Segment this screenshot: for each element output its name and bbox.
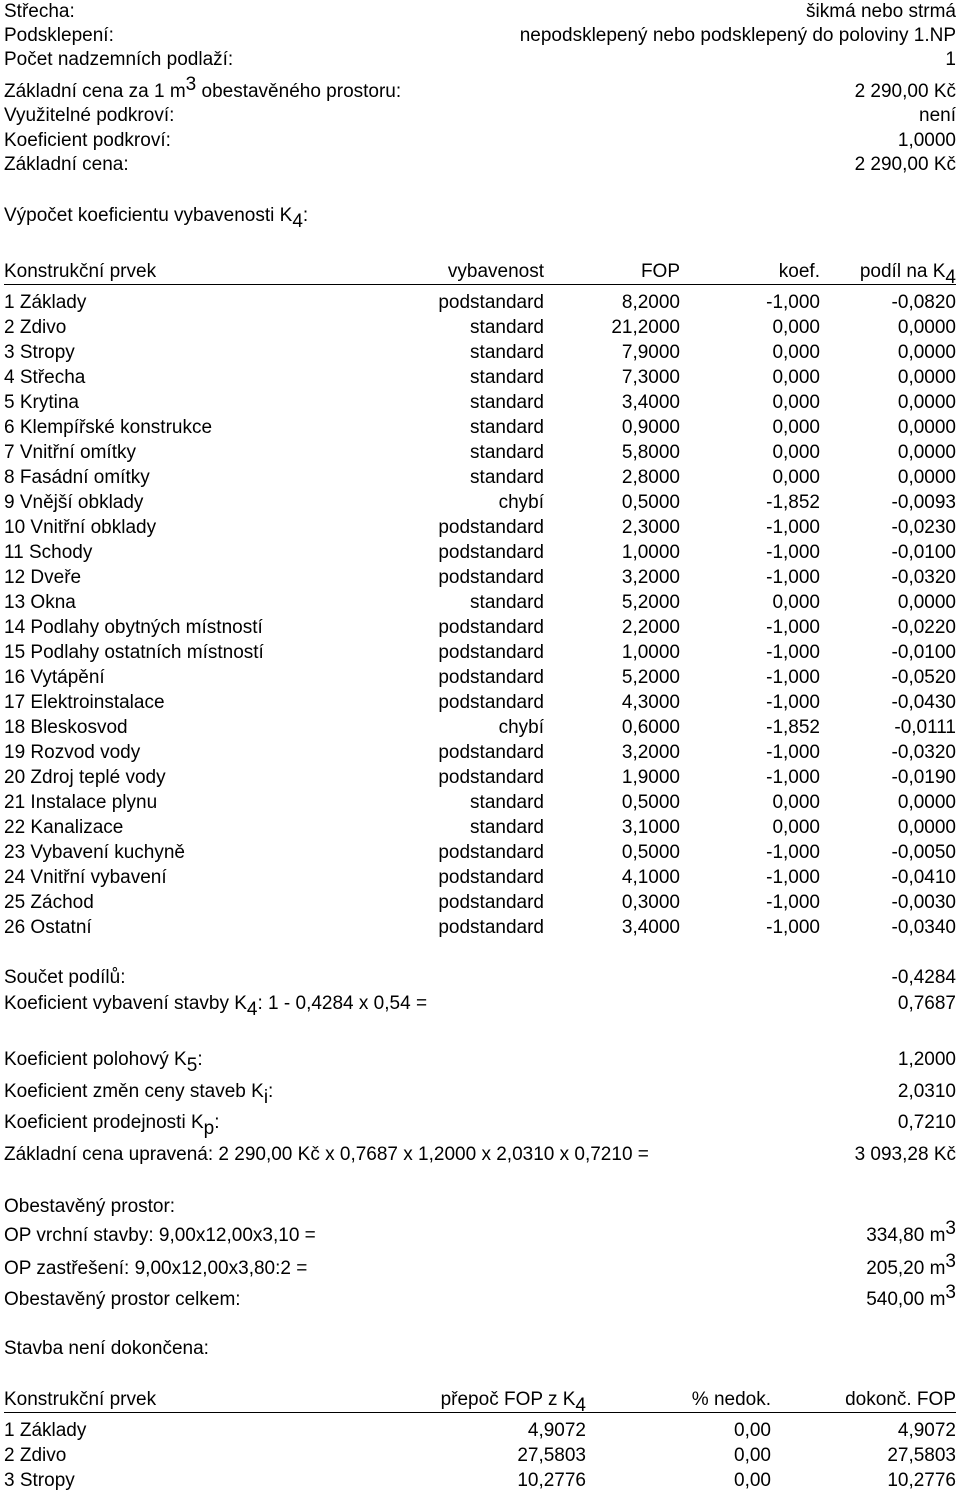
table1-cell-podil: -0,0093 — [891, 492, 956, 513]
table1-cell-podil: -0,0320 — [891, 567, 956, 588]
table1-cell-fop: 3,4000 — [621, 917, 680, 938]
k5-value: 1,2000 — [897, 1049, 956, 1070]
table1-cell-podil: -0,0320 — [891, 742, 956, 763]
op-celkem-value-text: 540,00 m — [866, 1289, 946, 1310]
table-row — [4, 1469, 956, 1493]
op-celkem-row — [4, 1282, 956, 1312]
table1-cell-prvek: 18 Bleskosvod — [4, 717, 128, 738]
table1-cell-prvek: 10 Vnitřní obklady — [4, 517, 157, 538]
table1-cell-vybavenost: podstandard — [438, 842, 544, 863]
table1-cell-koef: -1,000 — [766, 517, 820, 538]
table1-cell-vybavenost: standard — [470, 817, 544, 838]
table-row — [4, 366, 956, 390]
koef-podkrovi-value: 1,0000 — [897, 130, 956, 151]
table1-cell-fop: 5,2000 — [621, 667, 680, 688]
table1-cell-koef: -1,000 — [766, 692, 820, 713]
table-row — [4, 291, 956, 315]
table1-cell-podil: 0,0000 — [897, 792, 956, 813]
table-row — [4, 591, 956, 615]
table2-cell-dokonc: 27,5803 — [887, 1445, 956, 1466]
table1-cell-vybavenost: chybí — [498, 717, 544, 738]
table1-cell-prvek: 12 Dveře — [4, 567, 82, 588]
table1-cell-podil: 0,0000 — [897, 417, 956, 438]
table1-cell-podil: -0,0220 — [891, 617, 956, 638]
podkrovi-value: není — [919, 105, 956, 126]
table1-cell-podil: -0,0100 — [891, 542, 956, 563]
table1-cell-fop: 3,4000 — [621, 392, 680, 413]
koef-podkrovi-label: Koeficient podkroví: — [4, 130, 171, 151]
table1-cell-podil: -0,0340 — [891, 917, 956, 938]
table1-cell-koef: 0,000 — [772, 342, 820, 363]
table2-cell-nedok: 0,00 — [734, 1420, 771, 1441]
table1-cell-fop: 5,2000 — [621, 592, 680, 613]
table1-cell-podil: 0,0000 — [897, 317, 956, 338]
table-row — [4, 816, 956, 840]
table1-header-vybavenost: vybavenost — [447, 261, 544, 282]
table1-cell-podil: 0,0000 — [897, 817, 956, 838]
table1-cell-vybavenost: standard — [470, 342, 544, 363]
table1-cell-fop: 1,9000 — [621, 767, 680, 788]
table1-cell-vybavenost: podstandard — [438, 617, 544, 638]
k5-sub: 5 — [186, 1055, 198, 1076]
strecha-label: Střecha: — [4, 1, 75, 22]
table2-cell-prepoc: 4,9072 — [527, 1420, 586, 1441]
table1-cell-prvek: 8 Fasádní omítky — [4, 467, 150, 488]
table1-cell-prvek: 20 Zdroj teplé vody — [4, 767, 166, 788]
table1-cell-vybavenost: podstandard — [438, 867, 544, 888]
soucet-row — [4, 966, 956, 990]
op-vrchni-unit-sup: 3 — [945, 1218, 956, 1239]
table1-cell-fop: 7,3000 — [621, 367, 680, 388]
table1-cell-podil: 0,0000 — [897, 592, 956, 613]
table1-cell-fop: 3,1000 — [621, 817, 680, 838]
table-row — [4, 491, 956, 515]
table2-cell-prepoc: 10,2776 — [517, 1470, 586, 1491]
table2-cell-nedok: 0,00 — [734, 1445, 771, 1466]
table1-cell-prvek: 3 Stropy — [4, 342, 75, 363]
nedokoncena-title-row — [4, 1337, 956, 1361]
table1-cell-prvek: 15 Podlahy ostatních místností — [4, 642, 264, 663]
table2-cell-prepoc: 27,5803 — [517, 1445, 586, 1466]
table1-cell-vybavenost: podstandard — [438, 667, 544, 688]
table1-cell-vybavenost: podstandard — [438, 542, 544, 563]
table1-cell-podil: -0,0820 — [891, 292, 956, 313]
table1-cell-prvek: 2 Zdivo — [4, 317, 67, 338]
table-row — [4, 766, 956, 790]
table1-cell-prvek: 16 Vytápění — [4, 667, 105, 688]
table1-cell-podil: 0,0000 — [897, 442, 956, 463]
table-row — [4, 416, 956, 440]
k4-label — [4, 992, 428, 1020]
ki-row — [4, 1080, 956, 1108]
table-row — [4, 866, 956, 890]
table2-header-nedok: % nedok. — [691, 1389, 771, 1410]
k5-label-a: Koeficient polohový K — [4, 1049, 187, 1070]
table1-cell-fop: 0,5000 — [621, 842, 680, 863]
table-row — [4, 916, 956, 940]
table1-cell-vybavenost: podstandard — [438, 517, 544, 538]
table1-cell-koef: 0,000 — [772, 417, 820, 438]
table1-cell-koef: -1,852 — [766, 492, 820, 513]
table-row — [4, 1419, 956, 1443]
table1-cell-vybavenost: podstandard — [438, 767, 544, 788]
table1-cell-prvek: 24 Vnitřní vybavení — [4, 867, 167, 888]
table1-cell-vybavenost: chybí — [498, 492, 544, 513]
table-row — [4, 566, 956, 590]
k4-sub: 4 — [246, 999, 258, 1020]
koef-podkrovi-row — [4, 129, 956, 153]
table1-cell-podil: -0,0230 — [891, 517, 956, 538]
table2-cell-dokonc: 10,2776 — [887, 1470, 956, 1491]
k4-label-a: Koeficient vybavení stavby K — [4, 993, 247, 1014]
table1-cell-koef: -1,000 — [766, 642, 820, 663]
table1-cell-koef: -1,000 — [766, 542, 820, 563]
table1-header — [4, 260, 956, 288]
table1-cell-prvek: 22 Kanalizace — [4, 817, 124, 838]
zakladni-cena-m3-label-b: obestavěného prostoru: — [196, 81, 402, 102]
table1-header-underline — [4, 284, 956, 285]
table1-cell-koef: -1,000 — [766, 742, 820, 763]
table1-cell-prvek: 11 Schody — [4, 542, 93, 563]
podsklepeni-row — [4, 24, 956, 48]
op-vrchni-value-text: 334,80 m — [866, 1225, 946, 1246]
table-row — [4, 666, 956, 690]
table-row — [4, 341, 956, 365]
table-row — [4, 391, 956, 415]
m3-superscript: 3 — [185, 74, 197, 95]
podsklepeni-value: nepodsklepený nebo podsklepený do poloviny 1.NP — [519, 25, 956, 46]
k5-label-b: : — [197, 1049, 203, 1070]
table1-cell-koef: -1,000 — [766, 867, 820, 888]
table1-cell-koef: -1,000 — [766, 842, 820, 863]
table1-cell-prvek: 25 Záchod — [4, 892, 94, 913]
table1-cell-koef: -1,000 — [766, 567, 820, 588]
k4-title-sub: 4 — [292, 211, 303, 232]
table-row — [4, 741, 956, 765]
table1-cell-fop: 5,8000 — [621, 442, 680, 463]
soucet-label: Součet podílů: — [4, 967, 126, 988]
upravena-label: Základní cena upravená: 2 290,00 Kč x 0,7687 x 1,2000 x 2,0310 x 0,7210 = — [4, 1144, 649, 1165]
table1-cell-podil: 0,0000 — [897, 392, 956, 413]
table1-cell-prvek: 17 Elektroinstalace — [4, 692, 165, 713]
table1-cell-vybavenost: podstandard — [438, 567, 544, 588]
op-zastreseni-label: OP zastřešení: 9,00x12,00x3,80:2 = — [4, 1258, 308, 1279]
table2-cell-nedok: 0,00 — [734, 1470, 771, 1491]
ki-value: 2,0310 — [897, 1081, 956, 1102]
podlazi-value: 1 — [945, 49, 956, 70]
table1-cell-fop: 0,9000 — [621, 417, 680, 438]
table2-header-prepoc-text: přepoč FOP z K — [440, 1389, 576, 1410]
op-zastreseni-row — [4, 1251, 956, 1281]
table1-cell-koef: -1,000 — [766, 292, 820, 313]
op-vrchni-row — [4, 1218, 956, 1248]
podkrovi-label: Využitelné podkroví: — [4, 105, 175, 126]
kp-value: 0,7210 — [897, 1112, 956, 1133]
obestaveny-title-row — [4, 1195, 956, 1219]
table1-cell-vybavenost: standard — [470, 467, 544, 488]
k4-title-text — [4, 204, 309, 232]
table-row — [4, 516, 956, 540]
zakladni-cena-row — [4, 153, 956, 177]
table1-cell-podil: -0,0430 — [891, 692, 956, 713]
ki-label-a: Koeficient změn ceny staveb K — [4, 1081, 264, 1102]
zakladni-cena-m3-row — [4, 74, 956, 104]
table1-cell-fop: 7,9000 — [621, 342, 680, 363]
table1-header-koef: koef. — [778, 261, 820, 282]
table1-cell-koef: 0,000 — [772, 317, 820, 338]
table1-cell-fop: 1,0000 — [621, 542, 680, 563]
table1-cell-prvek: 23 Vybavení kuchyně — [4, 842, 185, 863]
table1-cell-fop: 2,8000 — [621, 467, 680, 488]
podkrovi-row — [4, 104, 956, 128]
table1-cell-koef: 0,000 — [772, 817, 820, 838]
table1-cell-koef: 0,000 — [772, 792, 820, 813]
table-row — [4, 791, 956, 815]
obestaveny-title: Obestavěný prostor: — [4, 1196, 176, 1217]
table1-cell-fop: 0,3000 — [621, 892, 680, 913]
table1-cell-fop: 4,1000 — [621, 867, 680, 888]
table1-cell-vybavenost: standard — [470, 417, 544, 438]
op-zastreseni-unit-sup: 3 — [945, 1251, 956, 1272]
upravena-value: 3 093,28 Kč — [854, 1144, 956, 1165]
table-row — [4, 691, 956, 715]
table-row — [4, 641, 956, 665]
table2-cell-prvek: 2 Zdivo — [4, 1445, 67, 1466]
table2-header-underline — [4, 1412, 956, 1413]
table1-header-podil-text: podíl na K — [859, 261, 946, 282]
table1-cell-koef: -1,000 — [766, 767, 820, 788]
zakladni-cena-m3-label — [4, 74, 402, 104]
podlazi-row — [4, 48, 956, 72]
table1-cell-fop: 3,2000 — [621, 742, 680, 763]
table1-cell-fop: 0,6000 — [621, 717, 680, 738]
kp-label-b: : — [214, 1112, 220, 1133]
table1-cell-koef: 0,000 — [772, 392, 820, 413]
table-row — [4, 616, 956, 640]
k4-title-colon: : — [302, 205, 309, 226]
k4-row — [4, 992, 956, 1020]
kp-row — [4, 1111, 956, 1139]
table1-cell-koef: -1,000 — [766, 667, 820, 688]
table-row — [4, 841, 956, 865]
table-row — [4, 1444, 956, 1468]
table1-cell-koef: 0,000 — [772, 467, 820, 488]
zakladni-cena-label: Základní cena: — [4, 154, 129, 175]
table1-cell-podil: -0,0100 — [891, 642, 956, 663]
table1-cell-fop: 3,2000 — [621, 567, 680, 588]
table1-cell-prvek: 13 Okna — [4, 592, 76, 613]
table1-cell-vybavenost: podstandard — [438, 742, 544, 763]
table1-cell-koef: 0,000 — [772, 442, 820, 463]
table1-cell-koef: -1,000 — [766, 617, 820, 638]
kp-sub: p — [203, 1118, 215, 1139]
table1-header-prvek: Konstrukční prvek — [4, 261, 157, 282]
podsklepeni-label: Podsklepení: — [4, 25, 114, 46]
table1-cell-vybavenost: podstandard — [438, 892, 544, 913]
table1-cell-vybavenost: podstandard — [438, 292, 544, 313]
table1-cell-vybavenost: podstandard — [438, 692, 544, 713]
table1-cell-vybavenost: standard — [470, 317, 544, 338]
table1-cell-fop: 0,5000 — [621, 792, 680, 813]
table1-cell-koef: -1,852 — [766, 717, 820, 738]
op-zastreseni-value — [866, 1251, 956, 1281]
zakladni-cena-m3-label-a: Základní cena za 1 m — [4, 81, 186, 102]
table1-cell-koef: 0,000 — [772, 367, 820, 388]
table-row — [4, 316, 956, 340]
table2-header-prepoc — [440, 1388, 586, 1416]
table2-header-prvek: Konstrukční prvek — [4, 1389, 157, 1410]
table2-cell-dokonc: 4,9072 — [897, 1420, 956, 1441]
table1-cell-koef: 0,000 — [772, 592, 820, 613]
table1-cell-vybavenost: podstandard — [438, 642, 544, 663]
ki-label — [4, 1080, 274, 1108]
kp-label-a: Koeficient prodejnosti K — [4, 1112, 204, 1133]
table-row — [4, 466, 956, 490]
table1-cell-podil: -0,0190 — [891, 767, 956, 788]
zakladni-cena-value: 2 290,00 Kč — [854, 154, 956, 175]
table1-header-podil — [859, 260, 956, 288]
k5-label — [4, 1048, 203, 1076]
table1-cell-prvek: 19 Rozvod vody — [4, 742, 141, 763]
table2-cell-prvek: 1 Základy — [4, 1420, 87, 1441]
table1-cell-prvek: 26 Ostatní — [4, 917, 92, 938]
table1-cell-fop: 4,3000 — [621, 692, 680, 713]
table-row — [4, 891, 956, 915]
table1-cell-podil: -0,0030 — [891, 892, 956, 913]
kp-label — [4, 1111, 220, 1139]
strecha-value: šikmá nebo strmá — [806, 1, 956, 22]
table1-cell-prvek: 9 Vnější obklady — [4, 492, 144, 513]
table1-cell-fop: 2,2000 — [621, 617, 680, 638]
k4-value: 0,7687 — [897, 993, 956, 1014]
table1-cell-vybavenost: standard — [470, 792, 544, 813]
table1-cell-fop: 21,2000 — [611, 317, 680, 338]
op-vrchni-label: OP vrchní stavby: 9,00x12,00x3,10 = — [4, 1225, 316, 1246]
table-row — [4, 716, 956, 740]
table1-cell-podil: 0,0000 — [897, 342, 956, 363]
table1-cell-fop: 2,3000 — [621, 517, 680, 538]
table1-cell-prvek: 21 Instalace plynu — [4, 792, 158, 813]
table1-cell-fop: 0,5000 — [621, 492, 680, 513]
op-vrchni-value — [866, 1218, 956, 1248]
zakladni-cena-m3-value: 2 290,00 Kč — [854, 81, 956, 102]
table1-cell-vybavenost: podstandard — [438, 917, 544, 938]
table1-cell-vybavenost: standard — [470, 442, 544, 463]
table1-cell-fop: 1,0000 — [621, 642, 680, 663]
table1-header-podil-sub: 4 — [945, 267, 956, 288]
op-zastreseni-value-text: 205,20 m — [866, 1258, 946, 1279]
k5-row — [4, 1048, 956, 1076]
table2-header-dokonc: dokonč. FOP — [845, 1389, 956, 1410]
table1-cell-podil: 0,0000 — [897, 367, 956, 388]
table2-cell-prvek: 3 Stropy — [4, 1470, 75, 1491]
ki-sub: i — [263, 1087, 269, 1108]
table-row — [4, 441, 956, 465]
k4-section-title — [4, 204, 956, 232]
strecha-row — [4, 0, 956, 24]
table1-cell-prvek: 14 Podlahy obytných místností — [4, 617, 263, 638]
table1-header-fop: FOP — [640, 261, 680, 282]
table1-cell-koef: -1,000 — [766, 892, 820, 913]
k4-label-b: : 1 - 0,4284 x 0,54 = — [257, 993, 428, 1014]
table1-cell-koef: -1,000 — [766, 917, 820, 938]
table1-cell-prvek: 5 Krytina — [4, 392, 79, 413]
table2-header — [4, 1388, 956, 1416]
table1-cell-vybavenost: standard — [470, 592, 544, 613]
table1-cell-vybavenost: standard — [470, 367, 544, 388]
table1-cell-prvek: 4 Střecha — [4, 367, 86, 388]
table1-cell-podil: 0,0000 — [897, 467, 956, 488]
table1-cell-prvek: 1 Základy — [4, 292, 87, 313]
soucet-value: -0,4284 — [891, 967, 956, 988]
table1-cell-podil: -0,0050 — [891, 842, 956, 863]
table1-cell-vybavenost: standard — [470, 392, 544, 413]
table1-cell-prvek: 6 Klempířské konstrukce — [4, 417, 213, 438]
k4-title-main: Výpočet koeficientu vybavenosti K — [4, 205, 293, 226]
op-celkem-unit-sup: 3 — [945, 1282, 956, 1303]
table1-cell-podil: -0,0410 — [891, 867, 956, 888]
op-celkem-label: Obestavěný prostor celkem: — [4, 1289, 241, 1310]
op-celkem-value — [866, 1282, 956, 1312]
upravena-row — [4, 1143, 956, 1167]
table-row — [4, 541, 956, 565]
podlazi-label: Počet nadzemních podlaží: — [4, 49, 234, 70]
table1-cell-fop: 8,2000 — [621, 292, 680, 313]
ki-label-b: : — [268, 1081, 274, 1102]
table1-cell-prvek: 7 Vnitřní omítky — [4, 442, 136, 463]
table1-cell-podil: -0,0520 — [891, 667, 956, 688]
nedokoncena-title: Stavba není dokončena: — [4, 1338, 209, 1359]
table1-cell-podil: -0,0111 — [894, 717, 956, 738]
table2-header-prepoc-sub: 4 — [575, 1395, 586, 1416]
